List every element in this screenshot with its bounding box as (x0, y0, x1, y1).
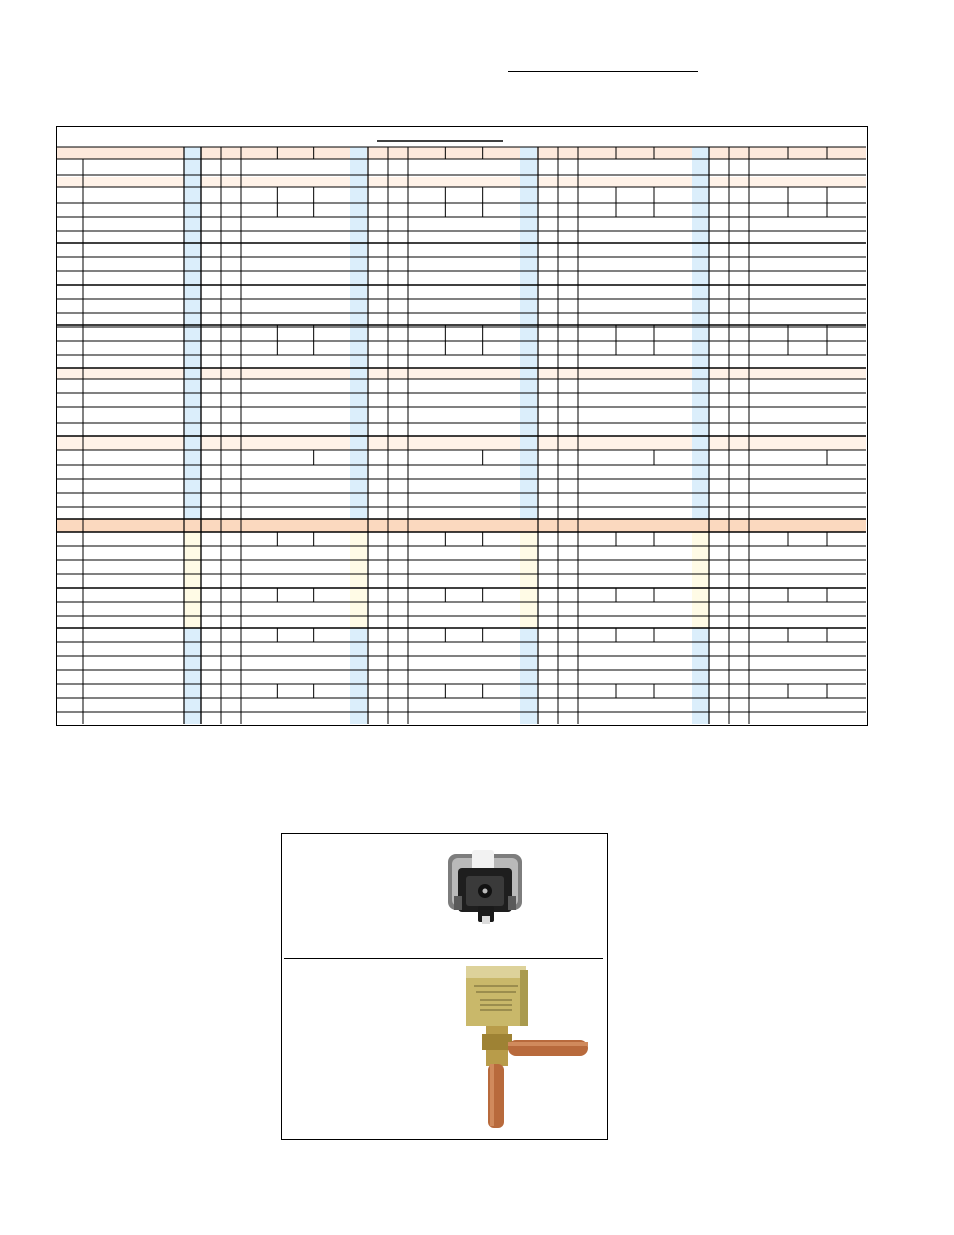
section-band (57, 519, 866, 532)
photo-panel (281, 833, 608, 1140)
section-band (57, 368, 866, 379)
title-underline (508, 71, 698, 72)
photo-divider (284, 958, 603, 959)
table-grid (57, 127, 866, 724)
specification-table (56, 126, 868, 726)
solenoid-valve-image (452, 962, 602, 1132)
section-band (57, 177, 866, 187)
solenoid-coil-image (442, 846, 532, 936)
header-band (57, 147, 866, 159)
section-band (57, 436, 866, 450)
